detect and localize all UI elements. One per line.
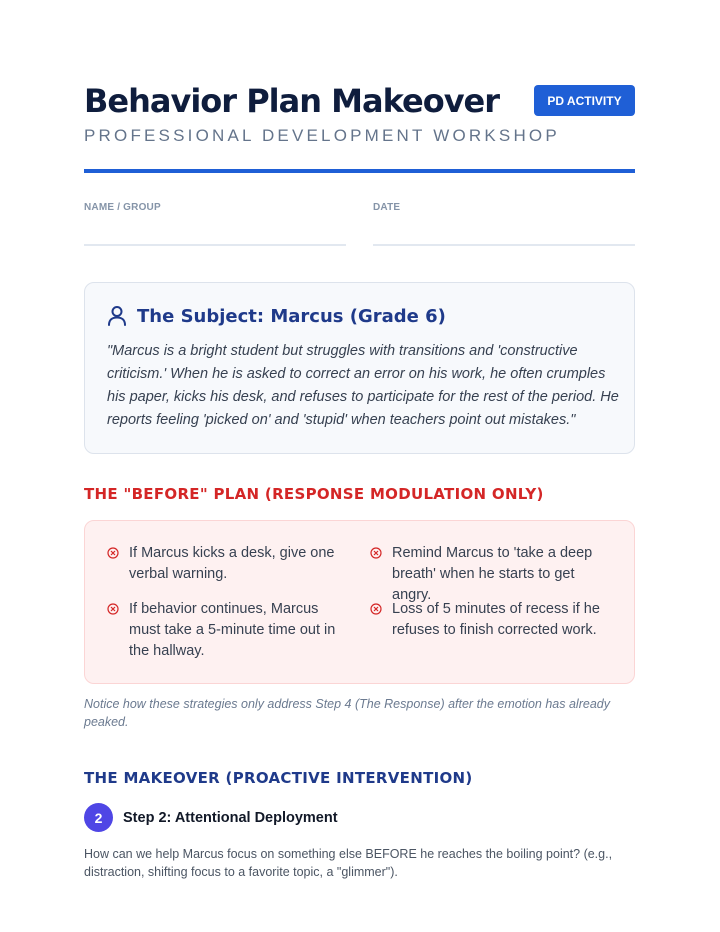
x-circle-icon [370, 547, 382, 559]
name-group-label: NAME / GROUP [84, 202, 161, 213]
step-header [84, 803, 338, 832]
user-icon [107, 305, 127, 327]
subject-heading [107, 305, 446, 327]
step-title: Step 2: Attentional Deployment [123, 809, 338, 826]
before-item [370, 543, 615, 606]
before-item-text: If Marcus kicks a desk, give one verbal warning. [129, 545, 335, 582]
before-item-text: Loss of 5 minutes of recess if he refuses to finish corrected work. [392, 601, 600, 638]
before-item [370, 599, 615, 641]
date-label: DATE [373, 202, 401, 213]
step-description: How can we help Marcus focus on something else BEFORE he reaches the boiling point? (e.g., distraction, shifting focus to a favorite topic, a "glimmer"). [84, 847, 613, 879]
x-circle-icon [107, 603, 119, 615]
name-group-field[interactable] [84, 244, 346, 246]
subject-title: The Subject: Marcus (Grade 6) [137, 305, 446, 327]
subject-card [84, 282, 635, 454]
page-title: Behavior Plan Makeover [84, 82, 500, 120]
x-circle-icon [370, 603, 382, 615]
before-item [107, 599, 352, 662]
step-number-badge: 2 [84, 803, 113, 832]
date-field[interactable] [373, 244, 635, 246]
before-plan-note: Notice how these strategies only address Step 4 (The Response) after the emotion has already peaked. [84, 697, 610, 729]
before-item [107, 543, 337, 585]
before-item-text: Remind Marcus to 'take a deep breath' when he starts to get angry. [392, 545, 593, 603]
x-circle-icon [107, 547, 119, 559]
subject-quote: "Marcus is a bright student but struggles with transitions and 'constructive criticism.' When he is asked to correct an error on his work, he often crumples his paper, kicks his desk, and refuses to participate for the rest of the period. He reports feeling 'picked on' and 'stupid' when teachers point out mistakes." [107, 343, 619, 428]
before-plan-heading: THE "BEFORE" PLAN (RESPONSE MODULATION ONLY) [84, 485, 544, 503]
before-item-text: If behavior continues, Marcus must take a 5-minute time out in the hallway. [129, 601, 336, 659]
page-subtitle: PROFESSIONAL DEVELOPMENT WORKSHOP [84, 126, 560, 145]
makeover-heading: THE MAKEOVER (PROACTIVE INTERVENTION) [84, 769, 473, 787]
worksheet-page [84, 0, 635, 932]
header-divider [84, 169, 635, 173]
pd-activity-badge: PD ACTIVITY [534, 85, 635, 116]
before-plan-card [84, 520, 635, 684]
